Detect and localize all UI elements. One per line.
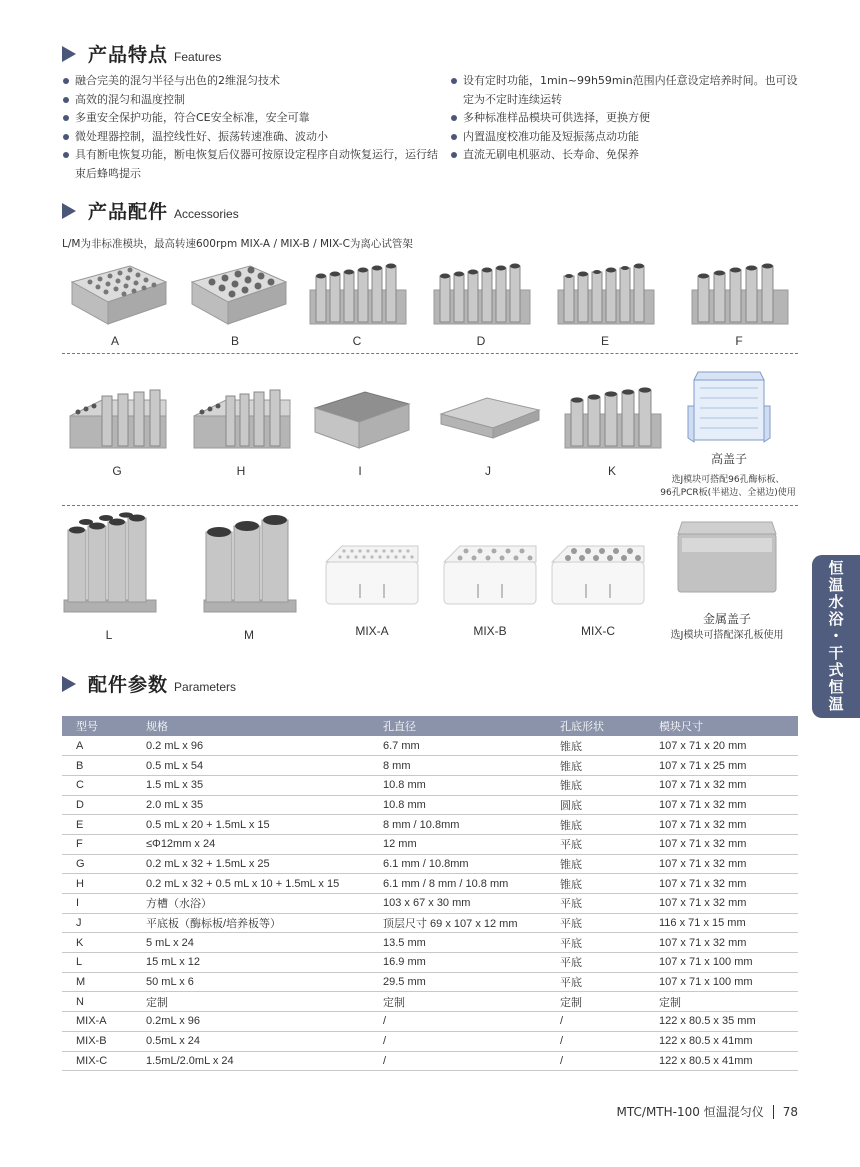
module-label: A (110, 334, 119, 348)
column-header: 型号 (62, 716, 132, 736)
table-row (62, 834, 798, 854)
column-header: 孔直径 (369, 716, 546, 736)
parameters-title-en: Parameters (174, 680, 237, 694)
table-cell: 定制 (369, 992, 546, 1012)
table-cell: D (62, 795, 132, 815)
table-cell: 6.1 mm / 10.8mm (369, 854, 546, 874)
table-cell: K (62, 933, 132, 953)
table-cell: L (62, 953, 132, 973)
module-image (438, 540, 542, 610)
module-image (305, 386, 415, 454)
table-cell: / (546, 1051, 645, 1071)
table-row (62, 775, 798, 795)
table-cell: 锥底 (546, 736, 645, 756)
triangle-bullet-icon (62, 46, 76, 62)
table-cell: 5 mL x 24 (132, 933, 369, 953)
table-cell: A (62, 736, 132, 756)
feature-item: 融合完美的混匀半径与出色的2维混匀技术 (62, 72, 442, 91)
module-image (180, 262, 290, 330)
dashed-divider (62, 353, 798, 354)
module-label: D (476, 334, 486, 348)
table-cell: J (62, 913, 132, 933)
table-cell: 107 x 71 x 32 mm (645, 854, 798, 874)
high-lid-caption-line: 96孔PCR板(半裙边、全裙边)使用 (660, 488, 796, 498)
module-label: MIX-C (581, 624, 615, 638)
table-cell: 方槽（水浴） (132, 894, 369, 914)
module-MIX-C (546, 540, 650, 638)
table-cell: 15 mL x 12 (132, 953, 369, 973)
table-row (62, 815, 798, 835)
table-cell: 122 x 80.5 x 41mm (645, 1051, 798, 1071)
module-H (186, 386, 296, 478)
table-cell: 平底 (546, 834, 645, 854)
table-cell: 1.5mL/2.0mL x 24 (132, 1051, 369, 1071)
high-lid-caption-line: 选J模块可搭配96孔酶标板、 (671, 475, 785, 485)
table-cell: 锥底 (546, 854, 645, 874)
table-cell: 0.2 mL x 96 (132, 736, 369, 756)
table-cell: 8 mm / 10.8mm (369, 815, 546, 835)
table-cell: 116 x 71 x 15 mm (645, 913, 798, 933)
triangle-bullet-icon (62, 676, 76, 692)
table-row (62, 874, 798, 894)
table-cell: 平底 (546, 953, 645, 973)
table-cell: 定制 (546, 992, 645, 1012)
accessories-note: L/M为非标准模块，最高转速600rpm MIX-A / MIX-B / MIX-C为离心试管架 (62, 238, 413, 250)
feature-item: 高效的混匀和温度控制 (62, 91, 442, 110)
table-cell: 107 x 71 x 32 mm (645, 815, 798, 835)
module-K (557, 386, 667, 478)
table-cell: 锥底 (546, 874, 645, 894)
table-cell: 6.1 mm / 8 mm / 10.8 mm (369, 874, 546, 894)
table-cell: I (62, 894, 132, 914)
table-cell: 29.5 mm (369, 972, 546, 992)
module-MIX-A (320, 540, 424, 638)
table-cell: 107 x 71 x 32 mm (645, 834, 798, 854)
table-cell: 107 x 71 x 25 mm (645, 756, 798, 776)
module-label: G (112, 464, 122, 478)
table-cell: 10.8 mm (369, 775, 546, 795)
table-cell: 6.7 mm (369, 736, 546, 756)
module-label: C (352, 334, 362, 348)
table-row (62, 795, 798, 815)
table-cell: 107 x 71 x 32 mm (645, 933, 798, 953)
table-row (62, 913, 798, 933)
table-body (62, 736, 798, 1071)
high-lid-caption (650, 474, 806, 500)
table-row (62, 1051, 798, 1071)
module-M (196, 512, 302, 642)
module-image (550, 262, 660, 330)
table-cell: 顶层尺寸 69 x 107 x 12 mm (369, 913, 546, 933)
table-cell: 107 x 71 x 32 mm (645, 775, 798, 795)
features-list-right (450, 72, 805, 165)
table-cell: 103 x 67 x 30 mm (369, 894, 546, 914)
module-image (186, 386, 296, 454)
high-lid-image (684, 366, 774, 448)
table-cell: C (62, 775, 132, 795)
module-J (433, 386, 543, 478)
table-cell: 13.5 mm (369, 933, 546, 953)
module-image (433, 386, 543, 454)
features-heading (62, 40, 221, 67)
table-cell: 0.2 mL x 32 + 1.5mL x 25 (132, 854, 369, 874)
table-cell: 0.5mL x 24 (132, 1031, 369, 1051)
table-cell: / (369, 1051, 546, 1071)
table-cell: ≤Φ12mm x 24 (132, 834, 369, 854)
module-I (305, 386, 415, 478)
table-cell: 锥底 (546, 756, 645, 776)
table-cell: 107 x 71 x 32 mm (645, 894, 798, 914)
module-G (62, 386, 172, 478)
module-F (684, 262, 794, 348)
footer-separator (773, 1105, 774, 1119)
feature-item: 多种标准样品模块可供选择，更换方便 (450, 109, 805, 128)
table-cell: 107 x 71 x 32 mm (645, 795, 798, 815)
feature-item: 直流无刷电机驱动、长寿命、免保养 (450, 146, 805, 165)
feature-item: 微处理器控制，温控线性好、振荡转速准确、波动小 (62, 128, 442, 147)
module-image (557, 386, 667, 454)
table-cell: 122 x 80.5 x 35 mm (645, 1012, 798, 1032)
table-cell: 8 mm (369, 756, 546, 776)
module-label: I (358, 464, 362, 478)
table-cell: 定制 (645, 992, 798, 1012)
table-cell: MIX-A (62, 1012, 132, 1032)
table-row (62, 854, 798, 874)
module-label: M (244, 628, 254, 642)
module-C (302, 262, 412, 348)
module-image (196, 512, 302, 616)
table-cell: / (369, 1031, 546, 1051)
metal-lid-image (672, 512, 782, 598)
parameters-title-zh: 配件参数 (88, 674, 169, 696)
module-image (426, 262, 536, 330)
footer-model: MTC/MTH-100 恒温混匀仪 (616, 1105, 764, 1119)
dashed-divider (62, 505, 798, 506)
high-lid-label: 高盖子 (710, 452, 747, 466)
table-row (62, 992, 798, 1012)
table-row (62, 972, 798, 992)
table-cell: 锥底 (546, 775, 645, 795)
table-cell: 平底 (546, 972, 645, 992)
table-cell: H (62, 874, 132, 894)
table-cell: 12 mm (369, 834, 546, 854)
accessories-title-zh: 产品配件 (88, 201, 169, 223)
parameters-heading (62, 670, 236, 697)
parameters-table (62, 716, 798, 1071)
table-cell: 定制 (132, 992, 369, 1012)
module-B (180, 262, 290, 348)
metal-lid (656, 512, 798, 642)
column-header: 规格 (132, 716, 369, 736)
table-cell: 平底 (546, 894, 645, 914)
triangle-bullet-icon (62, 203, 76, 219)
table-cell: 平底 (546, 933, 645, 953)
module-label: K (607, 464, 616, 478)
table-cell: 107 x 71 x 32 mm (645, 874, 798, 894)
metal-lid-caption: 选J模块可搭配深孔板使用 (670, 630, 784, 641)
table-cell: 0.5 mL x 20 + 1.5mL x 15 (132, 815, 369, 835)
module-image (320, 540, 424, 610)
table-cell: F (62, 834, 132, 854)
accessories-title-en: Accessories (174, 207, 239, 221)
table-cell: / (546, 1012, 645, 1032)
table-row (62, 736, 798, 756)
table-cell: 107 x 71 x 100 mm (645, 972, 798, 992)
table-cell: 1.5 mL x 35 (132, 775, 369, 795)
module-D (426, 262, 536, 348)
table-row (62, 1012, 798, 1032)
module-image (62, 386, 172, 454)
table-row (62, 933, 798, 953)
table-row (62, 953, 798, 973)
feature-item: 具有断电恢复功能，断电恢复后仪器可按原设定程序自动恢复运行，运行结束后蜂鸣提示 (62, 146, 442, 183)
module-image (302, 262, 412, 330)
feature-item: 设有定时功能，1min~99h59min范围内任意设定培养时间。也可设定为不定时连续运转 (450, 72, 805, 109)
features-title-en: Features (174, 50, 222, 64)
table-cell: 0.5 mL x 54 (132, 756, 369, 776)
table-cell: M (62, 972, 132, 992)
table-cell: 107 x 71 x 100 mm (645, 953, 798, 973)
module-image (56, 512, 162, 616)
feature-item: 内置温度校准功能及短振荡点动功能 (450, 128, 805, 147)
module-label: MIX-B (473, 624, 507, 638)
table-cell: 2.0 mL x 35 (132, 795, 369, 815)
module-A (60, 262, 170, 348)
table-cell: 平底板（酶标板/培养板等） (132, 913, 369, 933)
module-label: MIX-A (355, 624, 389, 638)
table-row (62, 756, 798, 776)
table-cell: G (62, 854, 132, 874)
module-label: B (230, 334, 239, 348)
module-MIX-B (438, 540, 542, 638)
metal-lid-label: 金属盖子 (702, 612, 751, 626)
module-L (56, 512, 162, 642)
table-cell: 锥底 (546, 815, 645, 835)
table-row (62, 894, 798, 914)
table-cell: 10.8 mm (369, 795, 546, 815)
module-label: E (600, 334, 609, 348)
module-image (684, 262, 794, 330)
table-cell: MIX-B (62, 1031, 132, 1051)
features-title-zh: 产品特点 (88, 44, 169, 66)
table-cell: / (369, 1012, 546, 1032)
table-cell: MIX-C (62, 1051, 132, 1071)
features-list-left (62, 72, 442, 183)
accessories-heading (62, 197, 239, 224)
feature-item: 多重安全保护功能，符合CE安全标准，安全可靠 (62, 109, 442, 128)
column-header: 模块尺寸 (645, 716, 798, 736)
table-cell: 122 x 80.5 x 41mm (645, 1031, 798, 1051)
table-cell: N (62, 992, 132, 1012)
table-row (62, 1031, 798, 1051)
table-cell: 0.2mL x 96 (132, 1012, 369, 1032)
table-cell: / (546, 1031, 645, 1051)
module-label: L (105, 628, 113, 642)
table-header-row (62, 716, 798, 736)
table-cell: 0.2 mL x 32 + 0.5 mL x 10 + 1.5mL x 15 (132, 874, 369, 894)
table-cell: 107 x 71 x 20 mm (645, 736, 798, 756)
table-cell: 平底 (546, 913, 645, 933)
module-label: J (485, 464, 491, 478)
table-cell: 16.9 mm (369, 953, 546, 973)
table-cell: E (62, 815, 132, 835)
high-lid (668, 366, 790, 467)
side-tab: 恒温水浴・干式恒温 (812, 555, 860, 718)
module-label: H (236, 464, 246, 478)
page-footer (617, 1103, 798, 1120)
page-number: 78 (782, 1104, 798, 1119)
module-E (550, 262, 660, 348)
module-image (546, 540, 650, 610)
module-image (60, 262, 170, 330)
column-header: 孔底形状 (546, 716, 645, 736)
table-cell: 50 mL x 6 (132, 972, 369, 992)
table-cell: B (62, 756, 132, 776)
module-label: F (735, 334, 743, 348)
table-cell: 圆底 (546, 795, 645, 815)
